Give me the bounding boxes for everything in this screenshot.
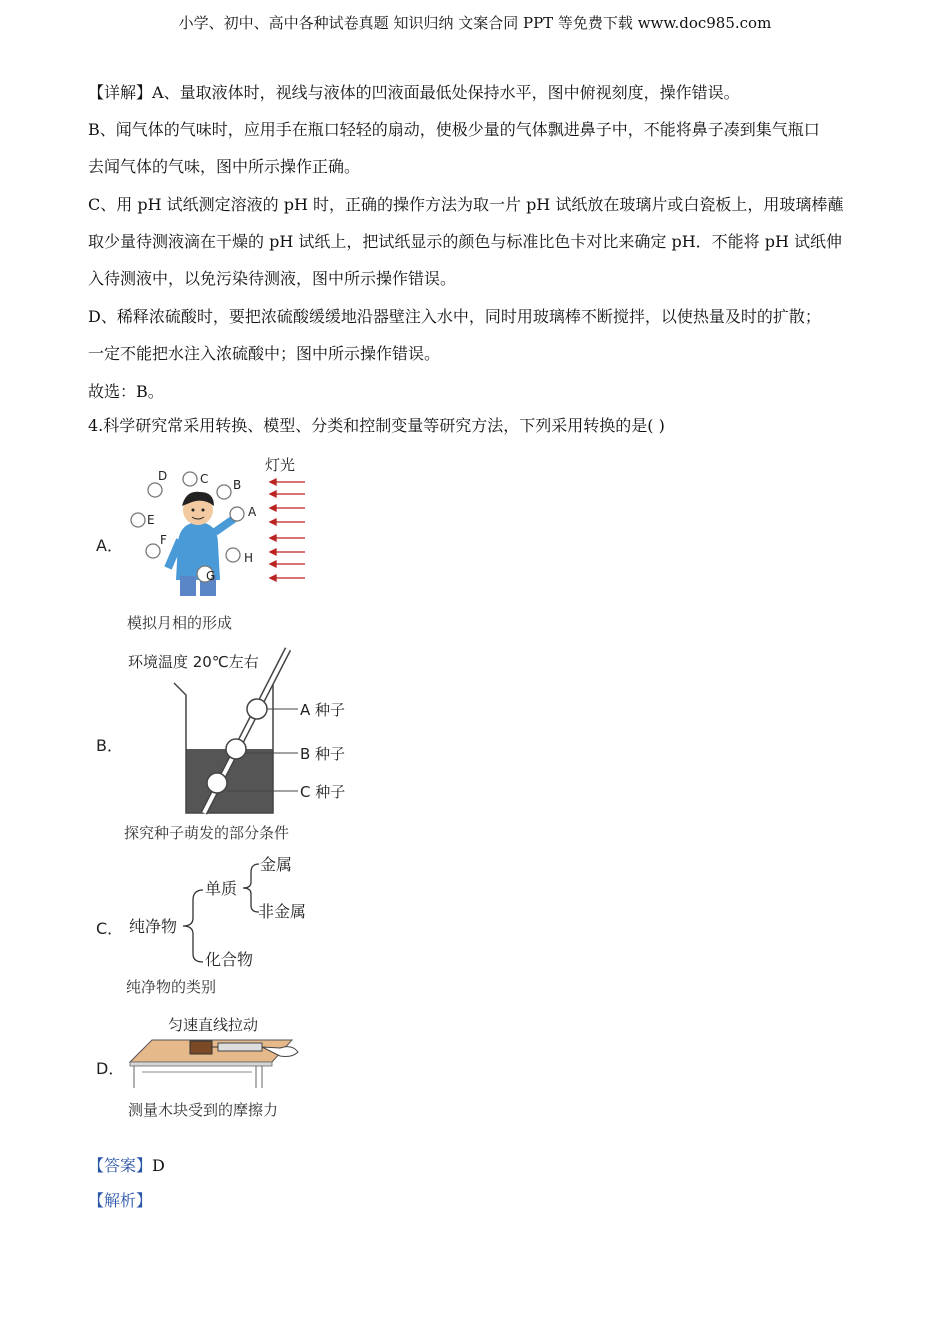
pos-a: A <box>248 505 257 519</box>
explanation-tag: 【详解】 <box>88 83 153 102</box>
option-d-caption: 测量木块受到的摩擦力 <box>128 1101 279 1119</box>
explanation-line-8: 一定不能把水注入浓硫酸中；图中所示操作错误。 <box>88 344 441 363</box>
explanation-line-5: 取少量待测液滴在干燥的 pH 试纸上，把试纸显示的颜色与标准比色卡对比来确定 pH．不能将 pH 试纸伸 <box>88 232 843 251</box>
moon-phase-figure <box>120 452 320 602</box>
explanation-line-6: 入待测液中，以免污染待测液，图中所示操作错误。 <box>88 269 457 288</box>
explanation-line-3: 去闻气体的气味，图中所示操作正确。 <box>88 157 361 176</box>
option-b-label: B． <box>96 736 123 755</box>
explanation-line-9: 故选：B。 <box>88 382 164 401</box>
option-a-caption: 模拟月相的形成 <box>127 614 233 632</box>
pos-d: D <box>158 469 168 483</box>
pos-c: C <box>200 472 209 486</box>
option-a-label: A． <box>96 536 123 555</box>
seed-germination-figure <box>120 645 360 820</box>
seed-a-label: A 种子 <box>300 701 346 719</box>
seed-c-label: C 种子 <box>300 783 346 801</box>
pull-label: 匀速直线拉动 <box>168 1016 259 1034</box>
env-label: 环境温度 20℃左右 <box>128 653 259 671</box>
option-c-label: C． <box>96 919 124 938</box>
pos-h: H <box>244 551 254 565</box>
spring-scale <box>218 1043 262 1051</box>
analysis-tag: 【解析】 <box>88 1191 153 1210</box>
answer-line <box>88 1156 165 1176</box>
option-d-label: D． <box>96 1059 125 1078</box>
option-c-caption: 纯净物的类别 <box>126 978 217 996</box>
simple-substance: 单质 <box>205 879 238 898</box>
compound: 化合物 <box>205 950 254 969</box>
pos-b: B <box>233 478 242 492</box>
explanation-line-4: C、用 pH 试纸测定溶液的 pH 时，正确的操作方法为取一片 pH 试纸放在玻璃片或白瓷板上，用玻璃棒蘸 <box>88 195 844 214</box>
nonmetal: 非金属 <box>258 902 307 921</box>
explanation-line-1 <box>88 83 740 103</box>
pos-e: E <box>147 513 155 527</box>
root-pure-substance: 纯净物 <box>129 917 178 936</box>
pos-g: G <box>206 569 216 583</box>
pure-substance-classification <box>125 850 325 975</box>
metal: 金属 <box>260 855 293 874</box>
brace-1 <box>183 890 203 962</box>
explanation-line-2: B、闻气体的气味时，应用手在瓶口轻轻的扇动，使极少量的气体飘进鼻子中，不能将鼻子凑到集气瓶口 <box>88 120 820 139</box>
light-arrows <box>270 479 305 581</box>
question-4: 4.科学研究常采用转换、模型、分类和控制变量等研究方法，下列采用转换的是( ) <box>88 416 665 435</box>
page-header: 小学、初中、高中各种试卷真题 知识归纳 文案合同 PPT 等免费下载 www.doc985.com <box>178 14 772 32</box>
wood-block <box>190 1041 212 1054</box>
light-label: 灯光 <box>265 456 296 474</box>
explanation-a: A、量取液体时，视线与液体的凹液面最低处保持水平，图中俯视刻度，操作错误。 <box>152 83 740 102</box>
option-b-caption: 探究种子萌发的部分条件 <box>124 824 290 842</box>
seed-b-label: B 种子 <box>300 745 346 763</box>
friction-figure <box>122 1012 312 1092</box>
answer-tag: 【答案】 <box>88 1156 153 1175</box>
brace-2 <box>243 864 259 912</box>
pos-f: F <box>160 533 167 547</box>
explanation-line-7: D、稀释浓硫酸时，要把浓硫酸缓缓地沿器壁注入水中，同时用玻璃棒不断搅拌，以使热量及时的扩散； <box>88 307 821 326</box>
answer-value: D <box>152 1156 165 1175</box>
analysis-line <box>88 1191 152 1211</box>
